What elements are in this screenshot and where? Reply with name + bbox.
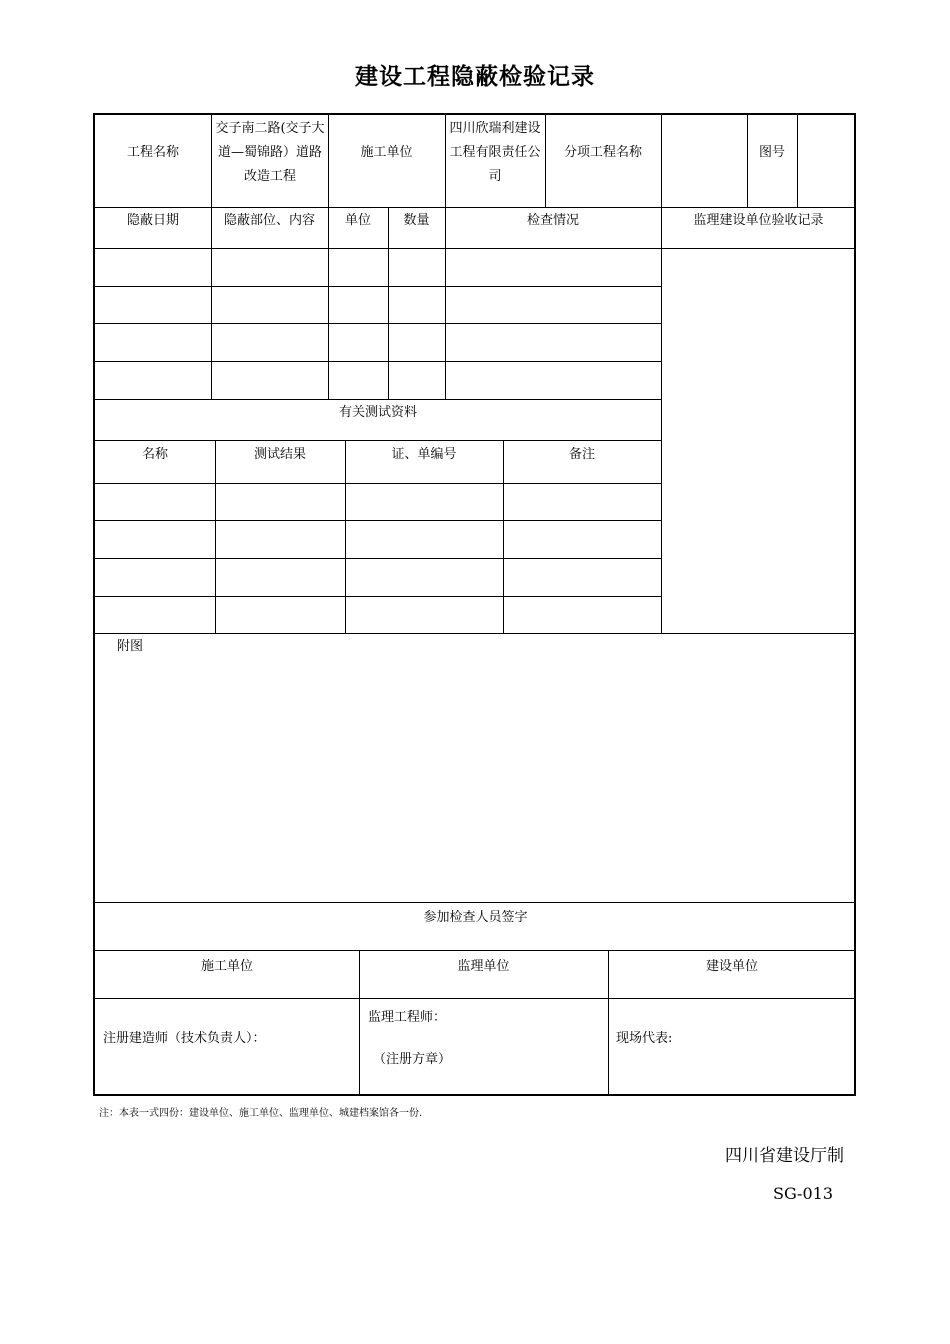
column-divider (445, 207, 446, 399)
column-divider (661, 115, 662, 207)
row-divider (95, 520, 661, 521)
row-divider (95, 286, 661, 287)
row-divider (95, 248, 856, 249)
test-section-title: 有关测试资料 (338, 405, 417, 420)
column-divider (503, 440, 504, 633)
form-code: SG-013 (773, 1184, 833, 1203)
project-name-label: 工程名称 (126, 145, 179, 160)
contractor-value: 四川欣瑞利建设工程有限责任公司 (449, 121, 541, 184)
row-divider (95, 440, 661, 441)
col-part-content: 隐蔽部位、内容 (223, 213, 315, 228)
attachment-label: 附图 (117, 639, 144, 654)
row-divider (95, 361, 661, 362)
col-date: 隐蔽日期 (126, 213, 179, 228)
supervisor-signature-field: 监理工程师： (368, 1010, 447, 1025)
signature-section-title: 参加检查人员签字 (423, 910, 528, 925)
column-divider (211, 207, 212, 399)
contractor-label: 施工单位 (360, 145, 413, 160)
drawing-no-label: 图号 (758, 145, 785, 160)
signature-supervisor-header: 监理单位 (457, 959, 510, 974)
sub-project-label: 分项工程名称 (563, 145, 642, 160)
row-divider (95, 902, 856, 903)
col-inspection: 检查情况 (526, 213, 579, 228)
col-quantity: 数量 (403, 213, 430, 228)
column-divider (388, 207, 389, 399)
column-divider (661, 207, 662, 633)
issuer: 四川省建设厅制 (725, 1146, 844, 1166)
column-divider (328, 207, 329, 399)
supervisor-stamp-note: （注册方章） (373, 1052, 452, 1067)
row-divider (95, 633, 856, 634)
inspection-form-table (93, 113, 856, 1096)
row-divider (95, 207, 856, 208)
test-col-name: 名称 (141, 447, 168, 462)
project-name-value: 交子南二路(交子大道—蜀锦路）道路改造工程 (215, 121, 325, 184)
column-divider (797, 115, 798, 207)
contractor-signature-field: 注册建造师（技术负责人）： (103, 1031, 266, 1046)
test-col-remark: 备注 (568, 447, 595, 462)
row-divider (95, 950, 856, 951)
col-supervision-record: 监理建设单位验收记录 (693, 213, 824, 228)
column-divider (445, 115, 446, 207)
row-divider (95, 998, 856, 999)
footnote: 注：本表一式四份：建设单位、施工单位、监理单位、城建档案馆各一份. (99, 1108, 423, 1119)
row-divider (95, 596, 661, 597)
test-col-result: 测试结果 (253, 447, 306, 462)
column-divider (345, 440, 346, 633)
row-divider (95, 558, 661, 559)
signature-owner-header: 建设单位 (705, 959, 758, 974)
owner-signature-field: 现场代表: (616, 1031, 673, 1046)
row-divider (95, 399, 661, 400)
row-divider (95, 323, 661, 324)
column-divider (211, 115, 212, 207)
col-unit: 单位 (344, 213, 371, 228)
test-col-cert-no: 证、单编号 (391, 447, 457, 462)
form-title: 建设工程隐蔽检验记录 (355, 64, 595, 90)
column-divider (215, 440, 216, 633)
row-divider (95, 483, 661, 484)
signature-contractor-header: 施工单位 (200, 959, 253, 974)
